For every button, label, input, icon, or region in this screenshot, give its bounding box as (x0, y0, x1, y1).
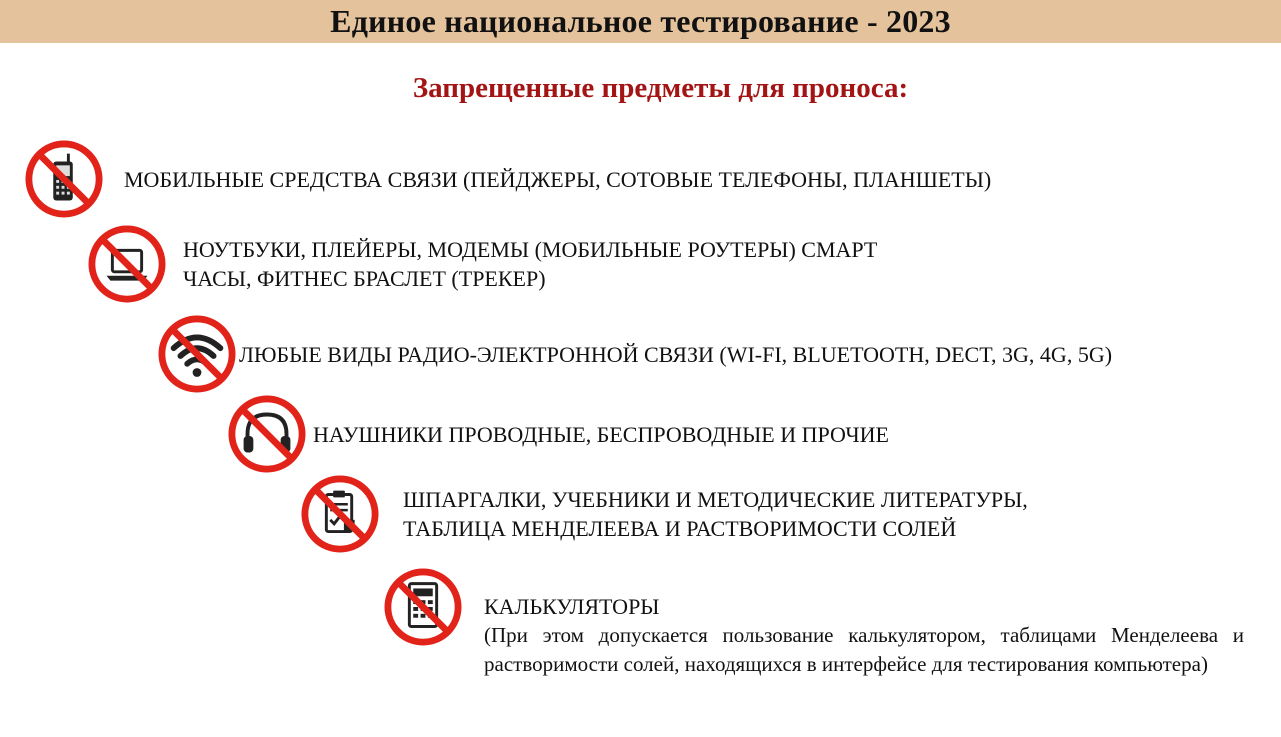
prohibited-item-radio (158, 315, 1112, 393)
item-line: МОБИЛЬНЫЕ СРЕДСТВА СВЯЗИ (ПЕЙДЖЕРЫ, СОТОВЫЕ ТЕЛЕФОНЫ, ПЛАНШЕТЫ) (124, 166, 992, 192)
prohibited-item-headphones (228, 395, 889, 473)
no-mobile-phone-icon (25, 140, 103, 218)
item-text (239, 340, 1112, 369)
item-text (313, 420, 889, 449)
prohibited-item-laptop (88, 225, 877, 303)
no-cheat-sheet-icon (301, 475, 379, 553)
item-line: КАЛЬКУЛЯТОРЫ (484, 594, 660, 619)
prohibited-item-cheat-sheets (301, 475, 1028, 553)
item-line: ТАБЛИЦА МЕНДЕЛЕЕВА И РАСТВОРИМОСТИ СОЛЕЙ (403, 516, 957, 541)
item-text (124, 165, 991, 194)
section-subtitle: Запрещенные предметы для проноса: (412, 72, 909, 104)
item-text (484, 592, 1244, 679)
no-calculator-icon (384, 568, 462, 646)
item-text (403, 485, 1028, 543)
calculator-note: (При этом допускается пользование калькулятором, таблицами Менделеева и растворимости солей, находящихся в интерфейсе для тестирования компьютера) (484, 623, 1244, 676)
item-line: ШПАРГАЛКИ, УЧЕБНИКИ И МЕТОДИЧЕСКИЕ ЛИТЕРАТУРЫ, (403, 487, 1028, 512)
prohibited-item-calculator (384, 568, 1244, 679)
item-line: НАУШНИКИ ПРОВОДНЫЕ, БЕСПРОВОДНЫЕ И ПРОЧИЕ (313, 421, 889, 447)
item-line: ЧАСЫ, ФИТНЕС БРАСЛЕТ (ТРЕКЕР) (183, 266, 546, 291)
item-line: НОУТБУКИ, ПЛЕЙЕРЫ, МОДЕМЫ (МОБИЛЬНЫЕ РОУТЕРЫ) СМАРТ (183, 237, 878, 262)
no-laptop-icon (88, 225, 166, 303)
prohibited-item-mobile (25, 140, 991, 218)
no-headphones-icon (228, 395, 306, 473)
item-text (183, 235, 877, 293)
page-title: Единое национальное тестирование - 2023 (330, 3, 951, 39)
no-wifi-icon (158, 315, 236, 393)
item-line: ЛЮБЫЕ ВИДЫ РАДИО-ЭЛЕКТРОННОЙ СВЯЗИ (WI-FI, BLUETOOTH, DECT, 3G, 4G, 5G) (239, 341, 1113, 367)
header-bar (0, 0, 1281, 43)
